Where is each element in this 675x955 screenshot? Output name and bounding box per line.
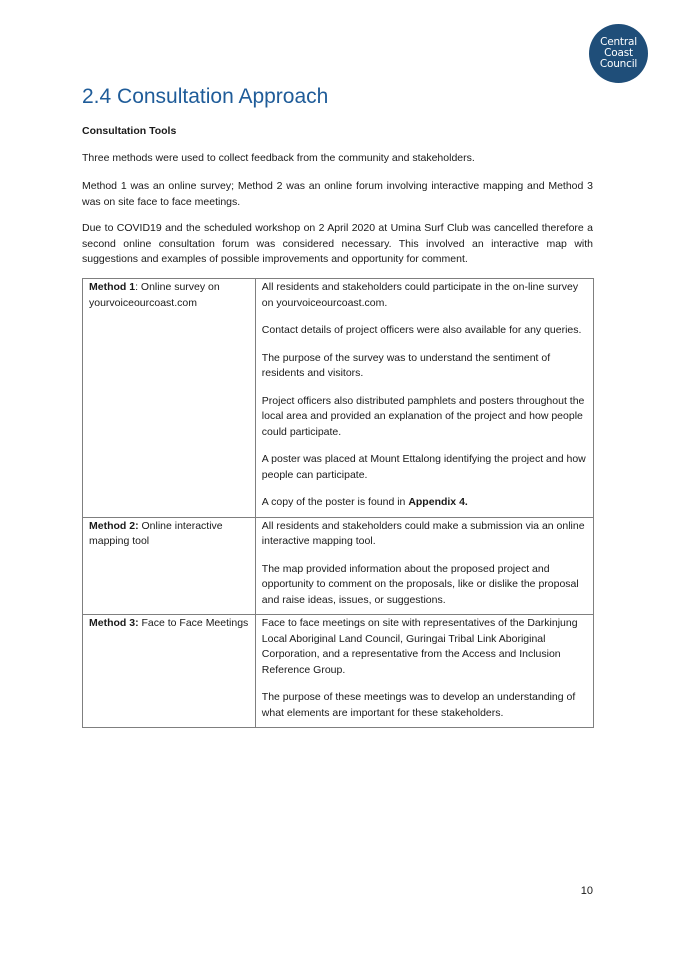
method-label-text: Face to Face Meetings	[138, 617, 249, 629]
table-row	[83, 615, 594, 728]
method-label-bold: Method 1	[89, 281, 136, 293]
logo-line: Council	[599, 58, 638, 70]
description-paragraph: Project officers also distributed pamphlets and posters throughout the local area and provided an explanation of the project and how people could participate.	[261, 394, 585, 438]
table-row	[83, 517, 594, 615]
description-paragraph: A poster was placed at Mount Ettalong identifying the project and how people can participate.	[261, 453, 586, 481]
intro-paragraph: Three methods were used to collect feedback from the community and stakeholders.	[82, 152, 475, 164]
method-description-cell	[255, 279, 593, 518]
logo-line: Central	[600, 36, 637, 48]
covid-paragraph: Due to COVID19 and the scheduled workshop on 2 April 2020 at Umina Surf Club was cancelled therefore a second online consultation forum was considered necessary. This involved an interactive map with suggestions and examples of possible improvements and opportunity for comment.	[82, 222, 593, 265]
table-row	[83, 279, 594, 518]
description-paragraph: The purpose of the survey was to understand the sentiment of residents and visitors.	[261, 351, 551, 379]
appendix-reference: Appendix 4.	[408, 496, 468, 508]
method-description-cell	[255, 615, 593, 728]
council-logo	[589, 24, 648, 83]
methods-table	[82, 278, 594, 728]
method-label-bold: Method 2:	[89, 519, 139, 532]
section-heading: 2.4 Consultation Approach	[82, 85, 329, 108]
description-paragraph: The map provided information about the proposed project and opportunity to comment on the proposals, like or dislike the proposal and raise ideas, issues, or suggestions.	[261, 562, 579, 606]
method-label-cell	[83, 517, 256, 615]
method-label-cell	[83, 279, 256, 518]
page-number: 10	[580, 885, 593, 897]
methods-summary-paragraph: Method 1 was an online survey; Method 2 was an online forum involving interactive mapping and Method 3 was on site face to face meetings.	[82, 180, 593, 208]
subsection-heading: Consultation Tools	[82, 125, 177, 137]
description-paragraph: The purpose of these meetings was to develop an understanding of what elements are important for these stakeholders.	[261, 691, 576, 719]
method-label-bold: Method 3:	[89, 617, 139, 629]
description-paragraph: All residents and stakeholders could participate in the on-line survey on yourvoiceourcoast.com.	[261, 281, 579, 309]
method-label-text: : Online survey on yourvoiceourcoast.com	[89, 281, 220, 309]
description-paragraph	[262, 495, 587, 511]
description-paragraph: Face to face meetings on site with representatives of the Darkinjung Local Aboriginal Land Council, Guringai Tribal Link Aboriginal Corporation, and a representative from the Access and Inclusion Reference Group.	[261, 617, 578, 676]
logo-line: Coast	[604, 47, 633, 59]
method-label-cell	[83, 615, 256, 728]
description-paragraph: All residents and stakeholders could make a submission via an online interactive mapping tool.	[261, 519, 585, 547]
method-description-cell	[255, 517, 593, 615]
description-paragraph: Contact details of project officers were also available for any queries.	[261, 324, 582, 336]
appendix-reference-text: A copy of the poster is found in	[261, 496, 409, 508]
method-label-text: Online interactive mapping tool	[89, 519, 223, 547]
